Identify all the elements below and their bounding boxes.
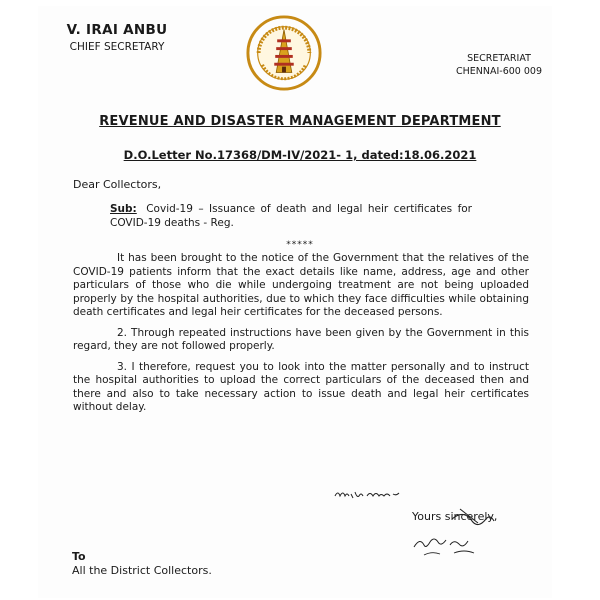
office-line-1: SECRETARIAT xyxy=(467,53,531,64)
paragraph-3: 3. I therefore, request you to look into the matter personally and to instruct the hospital authorities to upload the correct particulars of the deceased then and there and also to take necessary action to issue death and legal heir certificates without delay. xyxy=(73,360,529,413)
subject-text: Covid-19 – Issuance of death and legal heir certificates for COVID-19 deaths - Reg. xyxy=(110,203,473,229)
letter-body xyxy=(73,252,529,422)
recipient-text: All the District Collectors. xyxy=(72,564,212,577)
department-heading: REVENUE AND DISASTER MANAGEMENT DEPARTMENT xyxy=(99,114,501,129)
recipient-block xyxy=(72,550,212,578)
separator: ***** xyxy=(286,240,314,250)
sender-title: CHIEF SECRETARY xyxy=(69,41,165,53)
sender-name: V. IRAI ANBU xyxy=(66,22,168,38)
letter-reference: D.O.Letter No.17368/DM-IV/2021- 1, dated:18.06.2021 xyxy=(123,148,477,162)
office-line-2: CHENNAI-600 009 xyxy=(455,66,542,77)
signature xyxy=(410,503,520,563)
sender-block xyxy=(52,22,182,53)
subject-line xyxy=(110,202,472,230)
handwritten-regards xyxy=(333,484,403,504)
recipient-label: To xyxy=(72,550,86,563)
paragraph-1: It has been brought to the notice of the Government that the relatives of the COVID-19 patients inform that the exact details like name, address, age and other particulars of those who die while undergoing treatment are not being uploaded properly by the hospital authorities, due to which they face difficulties while obtaining death certificates and legal heir certificates for the deceased persons. xyxy=(73,252,529,318)
salutation: Dear Collectors, xyxy=(73,178,162,191)
subject-label: Sub: xyxy=(110,203,137,215)
paragraph-2: 2. Through repeated instructions have been given by the Government in this regard, they are not followed properly. xyxy=(73,326,529,352)
closing-yours: Yours sincerely, xyxy=(412,510,498,523)
office-address xyxy=(444,52,554,78)
tamil-nadu-emblem-icon xyxy=(245,14,323,92)
